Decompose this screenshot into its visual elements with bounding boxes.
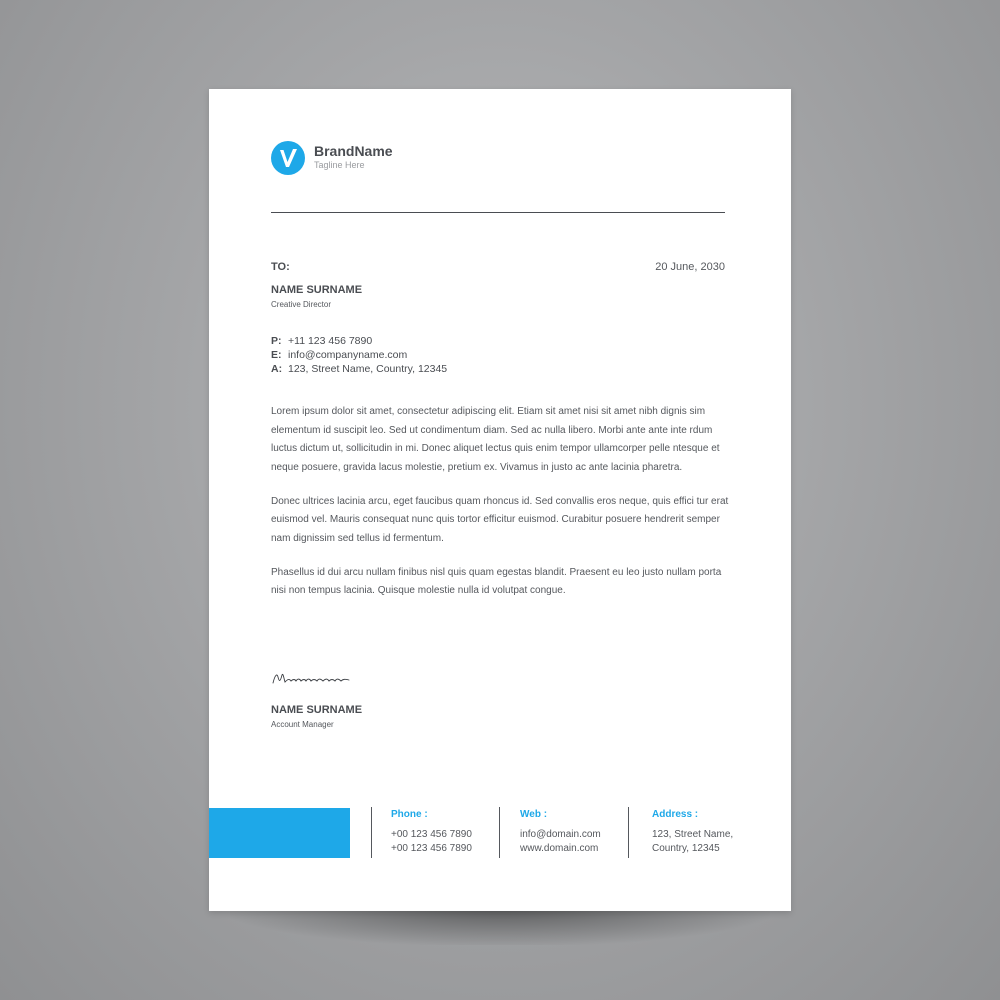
footer-phone-line: +00 123 456 7890 bbox=[391, 829, 472, 840]
footer-web bbox=[520, 808, 601, 856]
brand-name: BrandName bbox=[314, 143, 393, 159]
body-paragraph: Donec ultrices lacinia arcu, eget faucibus quam rhoncus id. Sed convallis eros neque, quis effici tur erat euismod vel. Mauris consequat nunc quis tortor efficitur euismod. Curabitur posuere hendrerit semper nam dignissim sed tellus id fermentum. bbox=[271, 495, 729, 544]
contact-value: +11 123 456 7890 bbox=[288, 335, 373, 347]
footer-address-label: Address : bbox=[652, 809, 699, 820]
handwritten-signature bbox=[271, 669, 361, 689]
footer-web-line: info@domain.com bbox=[520, 829, 601, 840]
letter-body bbox=[271, 403, 729, 616]
brand-tagline: Tagline Here bbox=[314, 160, 365, 170]
footer-web-label: Web : bbox=[520, 809, 548, 820]
contact-value: info@companyname.com bbox=[288, 349, 408, 361]
contact-address bbox=[271, 362, 447, 376]
footer-address bbox=[652, 808, 733, 856]
recipient-contact bbox=[271, 334, 447, 376]
footer-accent-bar bbox=[209, 808, 350, 858]
footer-address-line: 123, Street Name, bbox=[652, 829, 734, 840]
page-shadow bbox=[230, 905, 770, 945]
footer-divider bbox=[628, 807, 629, 858]
recipient-name: NAME SURNAME bbox=[271, 284, 363, 296]
footer-divider bbox=[371, 807, 372, 858]
letterhead-page bbox=[209, 89, 791, 911]
v-logo-icon bbox=[271, 141, 305, 175]
footer-phone-line: +00 123 456 7890 bbox=[391, 843, 472, 854]
footer-web-line: www.domain.com bbox=[520, 843, 599, 854]
footer-divider bbox=[499, 807, 500, 858]
contact-key: E: bbox=[271, 349, 282, 361]
recipient-title: Creative Director bbox=[271, 300, 332, 309]
footer-phone-label: Phone : bbox=[391, 809, 428, 820]
contact-phone bbox=[271, 334, 447, 348]
contact-key: P: bbox=[271, 335, 282, 347]
letter-date: 20 June, 2030 bbox=[655, 261, 725, 273]
body-paragraph: Lorem ipsum dolor sit amet, consectetur adipiscing elit. Etiam sit amet nisi sit amet nibh dignis sim elementum id suscipit leo. Sed ut condimentum diam. Sed ac nulla libero. Morbi ante ante inte rdum luctus dictum ut, sollicitudin in mi. Donec aliquet lectus quis enim tempor ullamcorper pelle ntesque et neque posuere, gravida lacus molestie, pretium ex. Vivamus in justo ac ante lacinia pharetra. bbox=[271, 406, 720, 473]
footer-address-line: Country, 12345 bbox=[652, 843, 720, 854]
contact-email bbox=[271, 348, 447, 362]
contact-value: 123, Street Name, Country, 12345 bbox=[288, 363, 448, 375]
signer-name: NAME SURNAME bbox=[271, 704, 363, 716]
to-label: TO: bbox=[271, 261, 290, 273]
header-divider bbox=[271, 212, 725, 213]
footer-phone bbox=[391, 808, 472, 856]
contact-key: A: bbox=[271, 363, 283, 375]
signer-title: Account Manager bbox=[271, 720, 334, 729]
body-paragraph: Phasellus id dui arcu nullam finibus nisl quis quam egestas blandit. Praesent eu leo justo nullam porta nisi non tempus lacinia. Quisque molestie nulla id volutpat congue. bbox=[271, 566, 722, 596]
